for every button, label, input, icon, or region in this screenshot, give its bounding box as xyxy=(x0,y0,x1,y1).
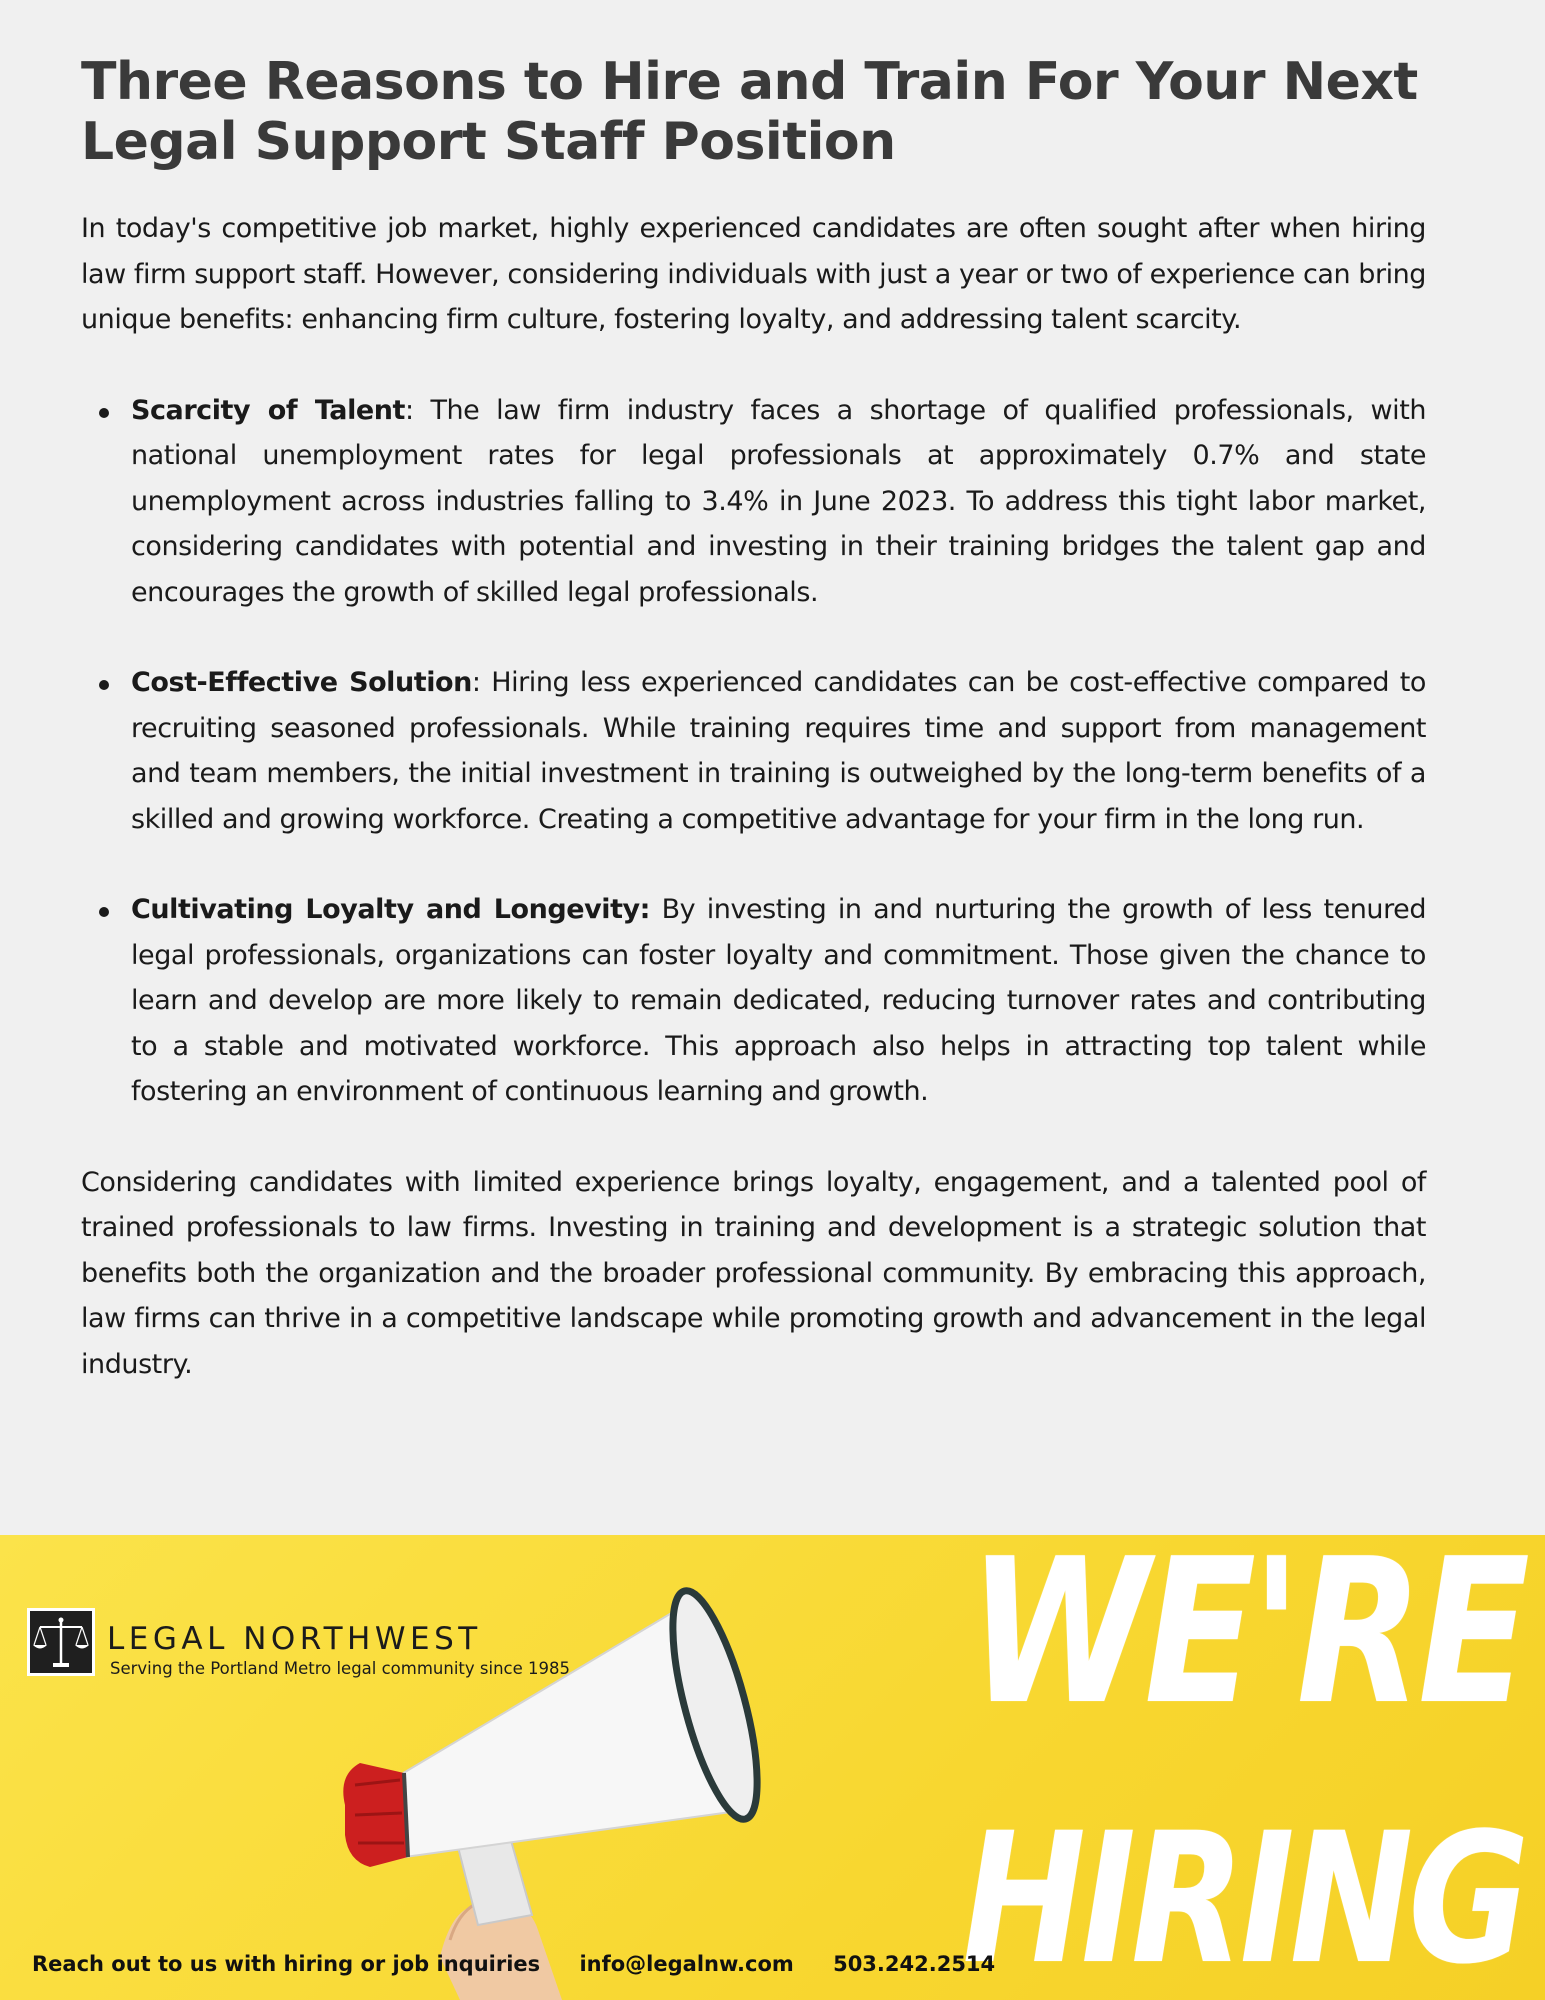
headline-word-hiring: HIRING xyxy=(962,1795,1525,2000)
list-item xyxy=(81,388,1426,616)
reasons-list xyxy=(81,388,1426,1115)
phone-link[interactable]: 503.242.2514 xyxy=(833,1952,996,1976)
contact-bar xyxy=(32,1952,1027,1976)
scales-of-justice-icon xyxy=(27,1608,95,1676)
reason-heading: Cost-Effective Solution xyxy=(131,667,472,698)
article xyxy=(81,52,1426,1387)
reason-separator: : xyxy=(471,667,481,698)
hiring-banner xyxy=(0,1535,1545,2000)
bullet-icon xyxy=(99,907,109,917)
reason-heading: Scarcity of Talent xyxy=(131,394,405,426)
list-item xyxy=(81,887,1426,1115)
brand-name: LEGAL NORTHWEST xyxy=(107,1621,482,1657)
contact-prompt: Reach out to us with hiring or job inquiries xyxy=(32,1952,541,1976)
brand-tagline: Serving the Portland Metro legal community since 1985 xyxy=(110,1659,570,1678)
reason-separator: : xyxy=(404,394,414,426)
reason-text: Hiring less experienced candidates can be cost-effective compared to recruiting seasoned professionals. While training requires time and support from management and team members, the initial investment in training is outweighed by the long-term benefits of a skilled and growing workforce. Creating a competitive advantage for your firm in the long run. xyxy=(131,667,1426,835)
megaphone-icon xyxy=(300,1585,820,2000)
reason-text: The law firm industry faces a shortage of qualified professionals, with national unemployment rates for legal professionals at approximately 0.7% and state unemployment across industries falling to 3.4% in June 2023. To address this tight labor market, considering candidates with potential and investing in their training bridges the talent gap and encourages the growth of skilled legal professionals. xyxy=(131,394,1426,608)
reason-heading: Cultivating Loyalty and Longevity: xyxy=(131,894,651,925)
page-title: Three Reasons to Hire and Train For Your Next Legal Support Staff Position xyxy=(81,52,1418,172)
list-item xyxy=(81,660,1426,842)
intro-paragraph: In today's competitive job market, highly experienced candidates are often sought after when hiring law firm support staff. However, considering individuals with just a year or two of experience can bring unique benefits: enhancing firm culture, fostering loyalty, and addressing talent scarcity. xyxy=(81,213,1426,335)
headline-word-were: WE'RE xyxy=(968,1535,1525,1749)
reason-text: By investing in and nurturing the growth of less tenured legal professionals, organizations can foster loyalty and commitment. Those given the chance to learn and develop are more likely to remain dedicated, reducing turnover rates and contributing to a stable and motivated workforce. This approach also helps in attracting top talent while fostering an environment of continuous learning and growth. xyxy=(131,894,1427,1107)
email-link[interactable]: info@legalnw.com xyxy=(579,1952,794,1976)
bullet-icon xyxy=(99,680,109,690)
bullet-icon xyxy=(99,408,109,418)
conclusion-paragraph: Considering candidates with limited experience brings loyalty, engagement, and a talented pool of trained professionals to law firms. Investing in training and development is a strategic solution that benefits both the organization and the broader professional community. By embracing this approach, law firms can thrive in a competitive landscape while promoting growth and advancement in the legal industry. xyxy=(81,1166,1426,1380)
